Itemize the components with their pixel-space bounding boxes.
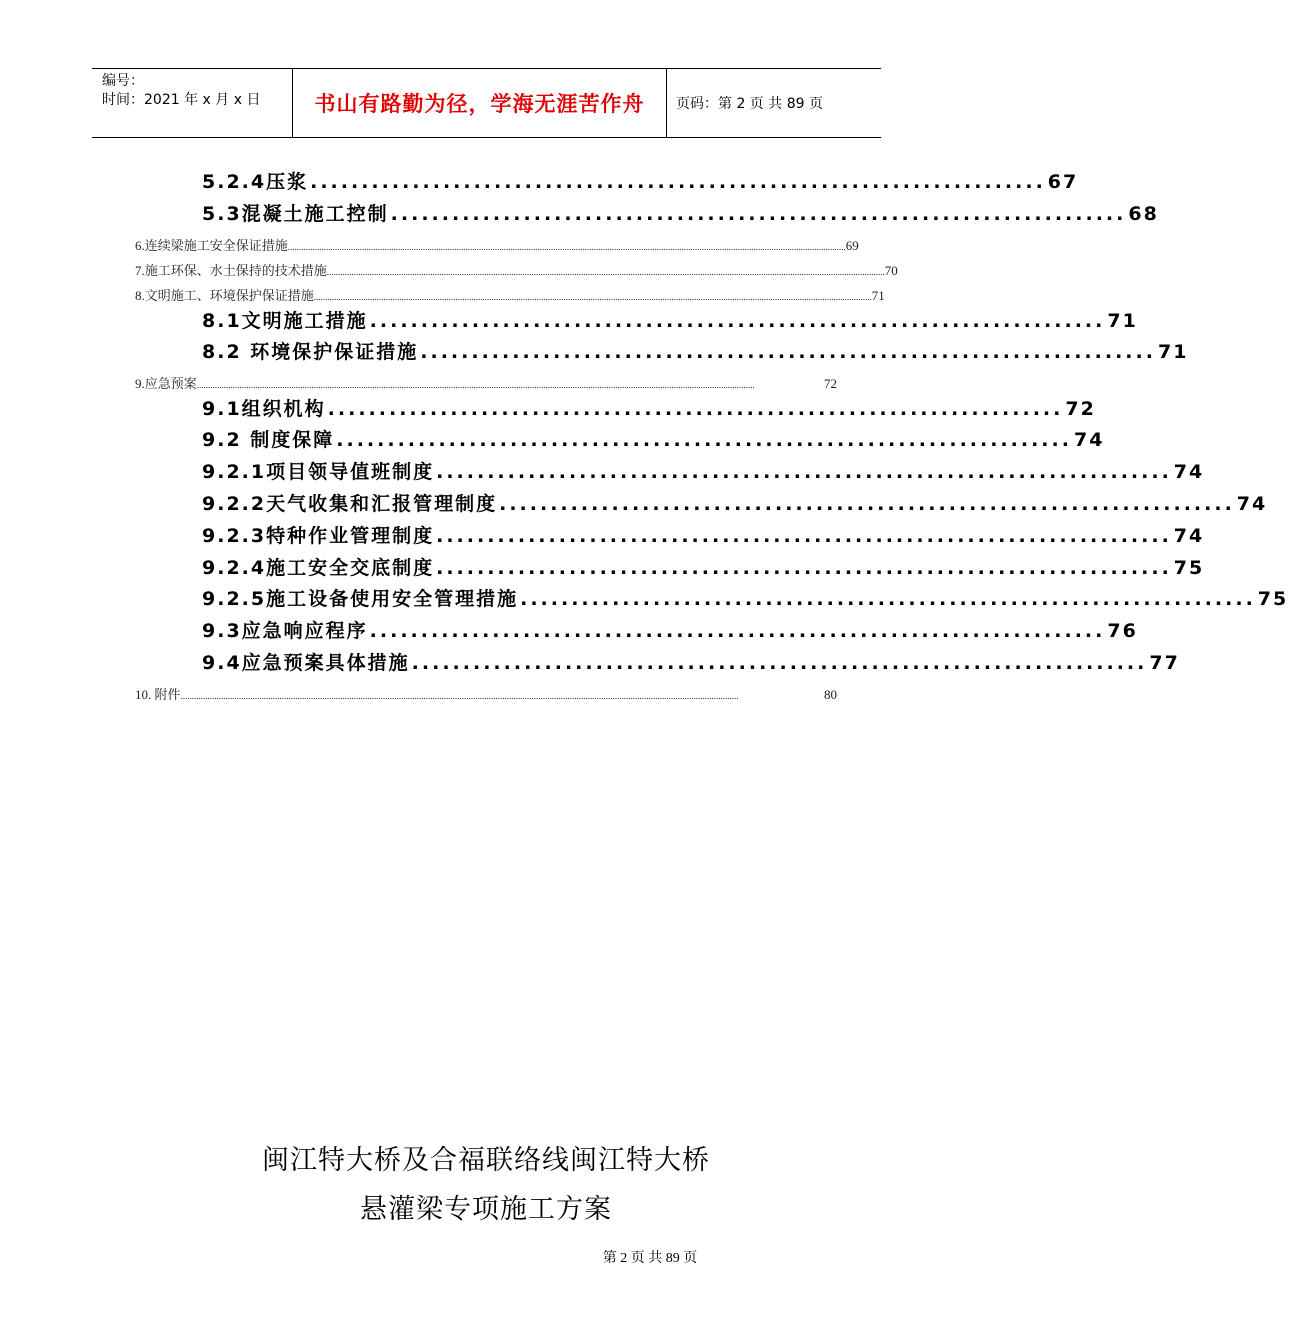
toc-leader: ........................................................................ <box>420 341 1156 363</box>
toc-leader: ........................................................................ <box>411 652 1148 674</box>
toc-entry-label: 9.2.4施工安全交底制度 <box>202 557 435 579</box>
toc-leader: ........................................................................ <box>520 588 1256 610</box>
toc-leader: ........................................................................................................................................................................................................................................................ <box>180 691 739 701</box>
toc-entry-page: 74 <box>1073 429 1105 451</box>
toc-entry-label: 5.3混凝土施工控制 <box>202 203 389 225</box>
document-title-line-2: 悬灌梁专项施工方案 <box>360 1194 612 1225</box>
toc-entry-label: 8.文明施工、环境保护保证措施 <box>135 288 314 303</box>
toc-entry-label: 8.1文明施工措施 <box>202 310 368 332</box>
toc-entry-page: 67 <box>1047 171 1079 193</box>
toc-entry[interactable] <box>202 584 1289 612</box>
toc-entry[interactable] <box>202 648 1180 676</box>
toc-entry-page: 77 <box>1149 652 1180 674</box>
document-title-line-1: 闽江特大桥及合福联络线闽江特大桥 <box>262 1145 710 1176</box>
page-code: 页码：第 2 页 共 89 页 <box>676 96 823 112</box>
toc-entry-page: 74 <box>1236 493 1268 515</box>
motto-text: 书山有路勤为径，学海无涯苦作舟 <box>314 92 645 116</box>
toc-entry-label: 9.2 制度保障 <box>202 429 335 451</box>
toc-entry-label: 9.1组织机构 <box>202 398 326 420</box>
toc-entry[interactable] <box>202 306 1138 334</box>
toc-entry[interactable] <box>202 337 1189 365</box>
toc-entry-page: 72 <box>1065 398 1096 420</box>
toc-entry-page: 71 <box>1157 341 1189 363</box>
toc-entry[interactable] <box>202 616 1138 644</box>
header-right-cell <box>666 69 881 137</box>
toc-entry[interactable] <box>202 425 1105 453</box>
toc-entry-page: 80 <box>824 687 837 702</box>
toc-leader: ........................................................................ <box>436 461 1172 483</box>
toc-entry-label: 6.连续梁施工安全保证措施 <box>135 238 288 253</box>
toc-entry-label: 9.2.5施工设备使用安全管理措施 <box>202 588 519 610</box>
toc-entry-page: 75 <box>1173 557 1205 579</box>
toc-entry-label: 9.2.2天气收集和汇报管理制度 <box>202 493 498 515</box>
toc-entry-label: 9.应急预案 <box>135 376 197 391</box>
toc-entry-label: 9.2.3特种作业管理制度 <box>202 525 435 547</box>
toc-entry[interactable] <box>135 684 837 702</box>
toc-entry[interactable] <box>202 457 1205 485</box>
toc-leader: ........................................................................................................................................................................................................................................................ <box>196 380 755 390</box>
toc-leader: ........................................................................ <box>369 620 1106 642</box>
toc-leader: ........................................................................................................................................................................................................................................................ <box>326 267 885 277</box>
toc-entry-page: 72 <box>824 376 837 391</box>
toc-entry-label: 10. 附件 <box>135 687 181 702</box>
toc-entry[interactable] <box>202 394 1096 422</box>
toc-entry[interactable] <box>202 553 1205 581</box>
toc-entry-page: 69 <box>845 238 859 253</box>
toc-entry-page: 70 <box>884 263 898 278</box>
toc-leader: ........................................................................................................................................................................................................................................................ <box>287 242 846 252</box>
toc-entry-page: 71 <box>1107 310 1138 332</box>
toc-leader: ........................................................................ <box>336 429 1072 451</box>
toc-leader: ........................................................................ <box>369 310 1106 332</box>
toc-leader: ........................................................................ <box>327 398 1064 420</box>
toc-entry[interactable] <box>202 199 1159 227</box>
header-left-cell <box>92 69 292 137</box>
toc-entry[interactable] <box>202 489 1268 517</box>
toc-entry-label: 9.3应急响应程序 <box>202 620 368 642</box>
toc-entry-page: 76 <box>1107 620 1138 642</box>
toc-entry-page: 74 <box>1173 525 1205 547</box>
toc-entry-page: 71 <box>871 288 885 303</box>
toc-entry-page: 75 <box>1257 588 1289 610</box>
toc-leader: ........................................................................ <box>436 557 1172 579</box>
header-middle-cell <box>292 69 667 137</box>
toc-entry[interactable] <box>202 167 1079 195</box>
toc-entry[interactable] <box>135 235 859 253</box>
toc-entry[interactable] <box>202 521 1205 549</box>
toc-entry-label: 9.2.1项目领导值班制度 <box>202 461 435 483</box>
page-header <box>92 68 881 138</box>
toc-leader: ........................................................................ <box>310 171 1046 193</box>
toc-entry-page: 68 <box>1128 203 1159 225</box>
toc-entry[interactable] <box>135 260 898 278</box>
toc-leader: ........................................................................ <box>436 525 1172 547</box>
toc-entry-page: 74 <box>1173 461 1205 483</box>
toc-leader: ........................................................................ <box>390 203 1127 225</box>
toc-entry-label: 5.2.4压浆 <box>202 171 309 193</box>
page-footer: 第 2 页 共 89 页 <box>602 1251 698 1266</box>
toc-entry[interactable] <box>135 373 837 391</box>
toc-entry[interactable] <box>135 285 885 303</box>
toc-entry-label: 8.2 环境保护保证措施 <box>202 341 419 363</box>
toc-leader: ........................................................................................................................................................................................................................................................ <box>313 292 872 302</box>
toc-entry-label: 9.4应急预案具体措施 <box>202 652 410 674</box>
number-label: 编号： <box>102 73 144 89</box>
toc-entry-label: 7.施工环保、水土保持的技术措施 <box>135 263 327 278</box>
time-label: 时间：2021 年 x 月 x 日 <box>102 92 261 108</box>
toc-leader: ........................................................................ <box>499 493 1235 515</box>
